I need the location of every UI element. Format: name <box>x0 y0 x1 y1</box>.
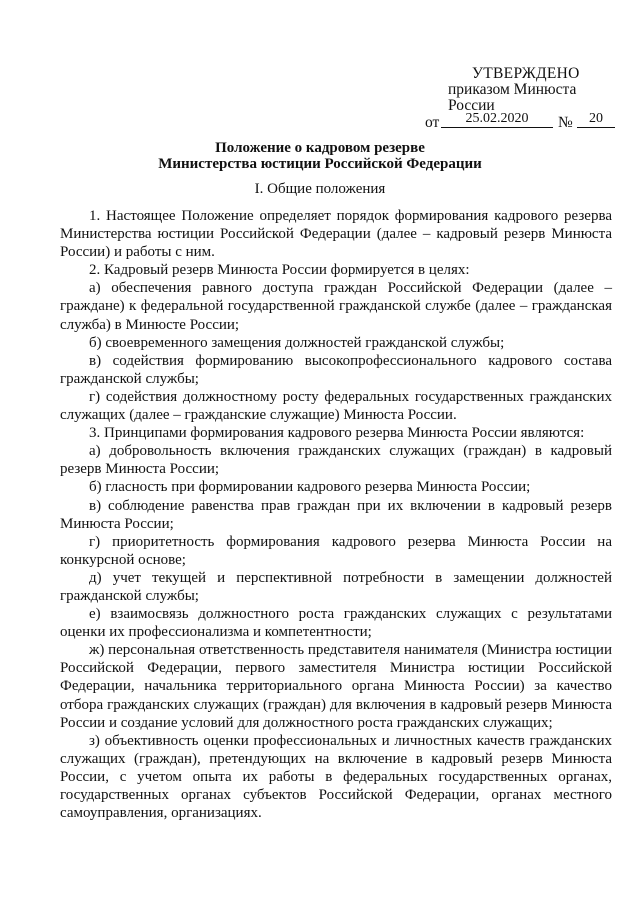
approval-date-prefix: от <box>425 114 440 131</box>
paragraph: г) содействия должностному росту федеральных государственных гражданских служащих (далее – гражданские служащие) Минюста России. <box>60 388 612 424</box>
paragraph: а) обеспечения равного доступа граждан Российской Федерации (далее – граждане) к федеральной государственной гражданской службе (далее – гражданская служба) в Минюсте России; <box>60 280 612 333</box>
approval-date: 25.02.2020 <box>441 111 553 128</box>
document-title-line-1: Положение о кадровом резерве <box>215 140 425 156</box>
approval-number-prefix: № <box>558 114 573 131</box>
paragraph: б) своевременного замещения должностей гражданской службы; <box>89 334 505 351</box>
section-heading: I. Общие положения <box>254 181 386 197</box>
approval-number: 20 <box>577 111 615 128</box>
paragraph: б) гласность при формировании кадрового резерва Минюста России; <box>89 479 531 496</box>
paragraph: в) содействия формированию высокопрофессионального кадрового состава гражданской службы; <box>60 352 612 387</box>
document-body <box>60 207 612 822</box>
paragraph: 1. Настоящее Положение определяет порядок формирования кадрового резерва Министерства юстиции Российской Федерации (далее – кадровый резерв Минюста России) и работы с ним. <box>60 208 612 261</box>
approval-order-line: приказом Минюста России <box>448 81 577 114</box>
paragraph: е) взаимосвязь должностного роста гражданских служащих с результатами оценки их профессионализма и компетентности; <box>60 606 612 641</box>
paragraph: ж) персональная ответственность представителя нанимателя (Министра юстиции Российской Федерации, первого заместителя Министра юстиции Российской Федерации, начальника территориального органа Минюста России) за качество отбора гражданских служащих (граждан) для включения в кадровый резерв Минюста России и создание условий для должностного роста гражданских служащих; <box>60 642 612 731</box>
approval-title: УТВЕРЖДЕНО <box>472 65 580 82</box>
document-title <box>0 140 640 172</box>
paragraph: 2. Кадровый резерв Минюста России формируется в целях: <box>89 262 470 279</box>
document-title-line-2: Министерства юстиции Российской Федерации <box>158 156 482 172</box>
approval-date-line <box>425 111 615 132</box>
approval-stamp <box>425 66 615 132</box>
paragraph: з) объективность оценки профессиональных и личностных качеств гражданских служащих (граждан), претендующих на включение в кадровый резерв Минюста России, с учетом опыта их работы в федеральных государственных органах, государственных органах субъектов Российской Федерации, органах местного самоуправления, организациях. <box>60 732 612 822</box>
paragraph: г) приоритетность формирования кадрового резерва Минюста России на конкурсной основе; <box>60 533 612 568</box>
paragraph: в) соблюдение равенства прав граждан при их включении в кадровый резерв Минюста России; <box>60 497 612 532</box>
paragraph: 3. Принципами формирования кадрового резерва Минюста России являются: <box>89 425 585 442</box>
paragraph: д) учет текущей и перспективной потребности в замещении должностей гражданской службы; <box>60 569 612 604</box>
paragraph: а) добровольность включения гражданских служащих (граждан) в кадровый резерв Минюста России; <box>60 443 612 478</box>
